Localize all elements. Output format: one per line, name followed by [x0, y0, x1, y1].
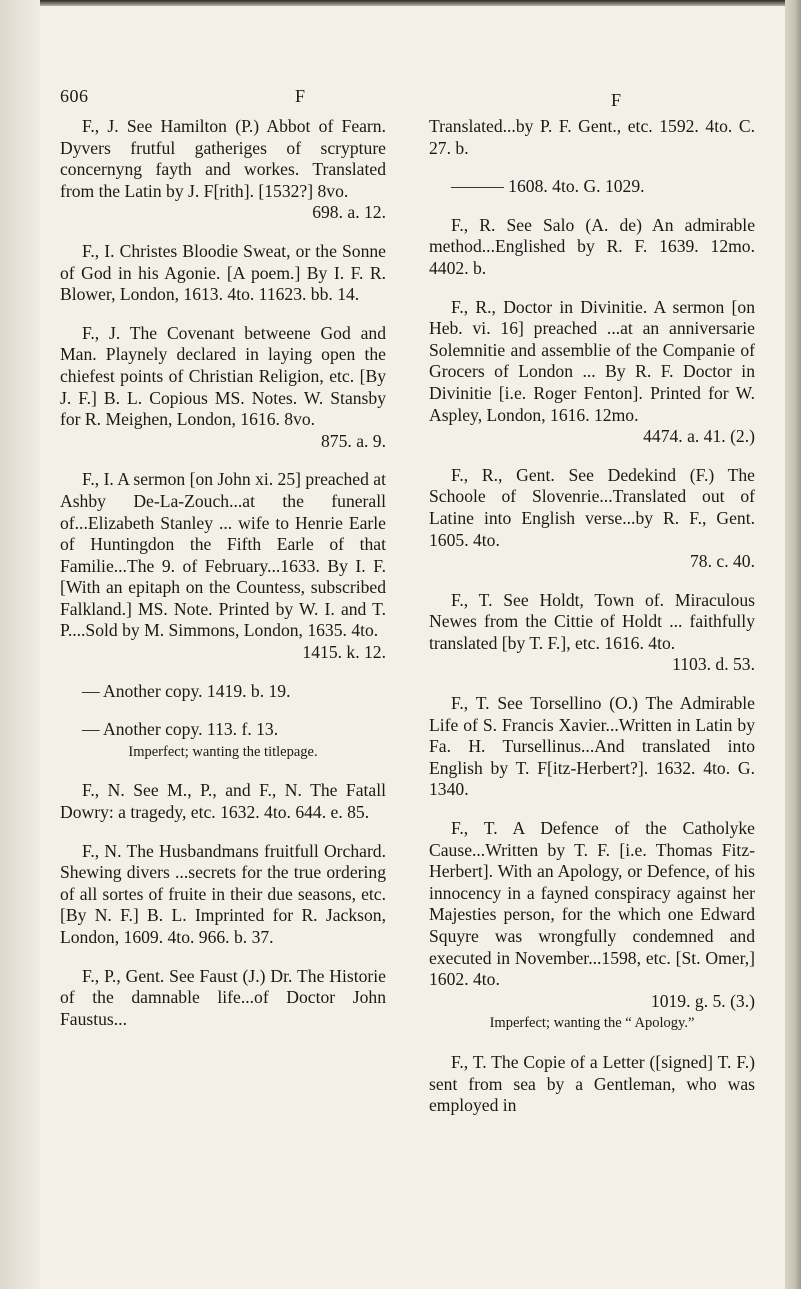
page-number: 606: [60, 86, 89, 106]
page-binding-edge: [0, 0, 40, 1289]
entry-text: F., T. See Holdt, Town of. Miraculous Newes from the Cittie of Holdt ... faithfully translated [by T. F.], etc. 1616. 4to.: [429, 589, 755, 653]
catalogue-entry: [429, 297, 755, 448]
entry-text: F., T. The Copie of a Letter ([signed] T. F.) sent from sea by a Gentleman, who was employed in: [429, 1051, 755, 1116]
catalogue-entry: [60, 841, 386, 949]
shelfmark: 1019. g. 5. (3.): [650, 990, 755, 1011]
entry-text: Translated...by P. F. Gent., etc. 1592. 4to. C. 27. b.: [429, 116, 755, 158]
left-column: [60, 116, 386, 1047]
entry-text: F., T. A Defence of the Catholyke Cause...Written by T. F. [i.e. Thomas Fitz-Herbert]. With an Apology, or Defence, of his innocency in a fayned conspiracy against her Majesties person, for the which one Edward Squyre was wrongfully condemned and executed in November...1598, etc. [St. Omer,] 1602. 4to.: [429, 818, 755, 990]
catalogue-entry: [429, 1052, 755, 1117]
catalogue-entry: [60, 780, 386, 823]
entry-text: F., J. The Covenant betweene God and Man. Playnely declared in laying open the chiefest points of Christian Religion, etc. [By J. F.] B. L. Copious MS. Notes. W. Stansby for R. Meighen, London, 1616. 8vo.: [60, 322, 386, 430]
catalogue-entry: [429, 465, 755, 573]
catalogue-entry: [429, 116, 755, 159]
catalogue-entry: [429, 215, 755, 280]
catalogue-entry: [60, 469, 386, 663]
entry-text: F., I. Christes Bloodie Sweat, or the Sonne of God in his Agonie. [A poem.] By I. F. R. Blower, London, 1613. 4to. 11623. bb. 14.: [60, 240, 386, 305]
catalogue-entry: [60, 719, 386, 763]
shelfmark: 698. a. 12.: [312, 202, 386, 223]
entry-text: F., N. See M., P., and F., N. The Fatall Dowry: a tragedy, etc. 1632. 4to. 644. e. 85.: [60, 780, 386, 823]
shelfmark: 1103. d. 53.: [672, 654, 755, 675]
entry-text: F., R., Gent. See Dedekind (F.) The Schoole of Slovenrie...Translated out of Latine into English verse...by R. F., Gent. 1605. 4to.: [429, 464, 755, 550]
entry-text: — Another copy. 113. f. 13.: [82, 719, 279, 740]
shelfmark: 4474. a. 41. (2.): [643, 426, 755, 447]
catalogue-entry: [60, 681, 386, 703]
entry-text: F., R. See Salo (A. de) An admirable method...Englished by R. F. 1639. 12mo. 4402. b.: [429, 214, 755, 278]
entry-text: F., R., Doctor in Divinitie. A sermon [on Heb. vi. 16] preached ...at an anniversarie Solemnitie and assemblie of the Companie of Grocers of London ... By R. F. Doctor in Divinitie [i.e. Roger Fenton]. Printed for W. Aspley, London, 1616. 12mo.: [429, 296, 755, 425]
header-letter-left: F: [295, 86, 306, 106]
header-letter-right: F: [611, 90, 622, 110]
catalogue-entry: [429, 176, 755, 198]
catalogue-entry: [429, 818, 755, 1035]
entry-text: F., N. The Husbandmans fruitfull Orchard. Shewing divers ...secrets for the true ordering of all sortes of fruite in their due seasons, etc. [By N. F.] B. L. Imprinted for R. Jackson, London, 1609. 4to. 966. b. 37.: [60, 840, 386, 947]
shelfmark: 1415. k. 12.: [302, 642, 386, 663]
page-fore-edge: [785, 0, 801, 1289]
entry-note: Imperfect; wanting the “ Apology.”: [489, 1015, 695, 1032]
right-column: [429, 116, 755, 1134]
shelfmark: 78. c. 40.: [690, 551, 755, 572]
running-header: [60, 86, 620, 110]
entry-text: F., I. A sermon [on John xi. 25] preached at Ashby De-La-Zouch...at the funerall of...Elizabeth Stanley ... wife to Henrie Earle of Huntingdon the Fifth Earle of that Familie...The 9. of February...1633. By I. F. [With an epitaph on the Countess, subscribed Falkland.] MS. Note. Printed by W. I. and T. P....Sold by M. Simmons, London, 1635. 4to.: [60, 469, 386, 641]
entry-text: ——— 1608. 4to. G. 1029.: [451, 176, 645, 197]
entry-text: F., T. See Torsellino (O.) The Admirable Life of S. Francis Xavier...Written in Latin by Fa. H. Tursellinus...And translated into English by T. F[itz-Herbert?]. 1632. 4to. G. 1340.: [429, 693, 755, 800]
catalogue-entry: [60, 116, 386, 224]
catalogue-entry: [429, 693, 755, 801]
entry-text: F., P., Gent. See Faust (J.) Dr. The Historie of the damnable life...of Doctor John Faustus...: [60, 965, 386, 1029]
shelfmark: 875. a. 9.: [321, 430, 386, 451]
page-top-edge: [0, 0, 801, 6]
catalogue-entry: [429, 590, 755, 676]
entry-note: Imperfect; wanting the titlepage.: [128, 743, 318, 760]
catalogue-entry: [60, 966, 386, 1031]
catalogue-entry: [60, 323, 386, 453]
catalogue-entry: [60, 241, 386, 306]
entry-text: F., J. See Hamilton (P.) Abbot of Fearn. Dyvers frutful gatheriges of scrypture concernyng fayth and workes. Translated from the Latin by J. F[rith]. [1532?] 8vo.: [60, 116, 386, 201]
entry-text: — Another copy. 1419. b. 19.: [82, 680, 291, 701]
